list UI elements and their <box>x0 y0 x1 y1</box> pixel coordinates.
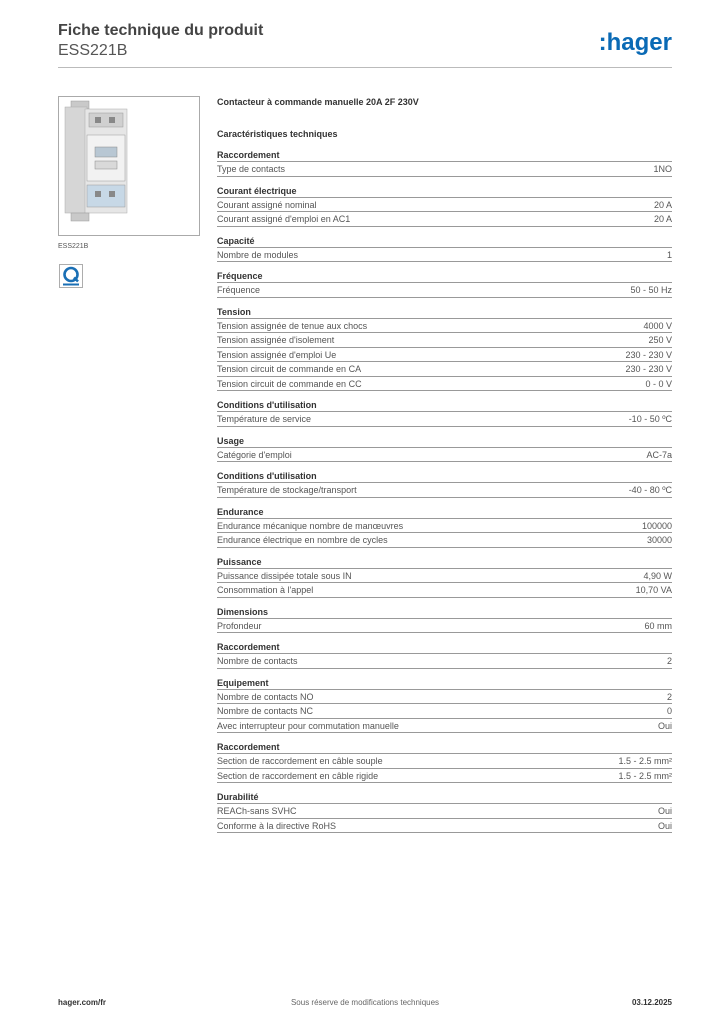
spec-group-title: Dimensions <box>217 605 672 619</box>
spec-label: Tension circuit de commande en CC <box>217 378 362 389</box>
spec-group <box>217 305 672 392</box>
spec-group <box>217 555 672 598</box>
product-image <box>58 96 200 236</box>
spec-group <box>217 640 672 669</box>
product-description: Contacteur à commande manuelle 20A 2F 230V <box>217 97 419 107</box>
spec-value: 1.5 - 2.5 mm² <box>618 770 672 781</box>
footer-website[interactable]: hager.com/fr <box>58 998 107 1007</box>
spec-label: Nombre de contacts NC <box>217 706 314 716</box>
spec-row <box>217 248 672 263</box>
spec-label: Température de stockage/transport <box>217 485 357 495</box>
contactor-illustration <box>59 97 199 235</box>
spec-label: Profondeur <box>217 620 262 631</box>
spec-label: Endurance électrique en nombre de cycles <box>217 535 388 545</box>
spec-value: 2 <box>666 691 672 702</box>
spec-label: Section de raccordement en câble rigide <box>217 770 379 781</box>
spec-group-title: Conditions d'utilisation <box>217 398 672 412</box>
spec-row <box>217 769 672 784</box>
spec-value: -10 - 50 ºC <box>628 414 672 424</box>
spec-group <box>217 740 672 783</box>
spec-group-title: Endurance <box>217 505 672 519</box>
spec-row <box>217 377 672 392</box>
spec-group <box>217 269 672 298</box>
spec-value: 50 - 50 Hz <box>630 285 672 295</box>
spec-value: 2 <box>666 656 672 666</box>
spec-label: Consommation à l'appel <box>217 585 314 595</box>
spec-label: Conforme à la directive RoHS <box>217 820 337 831</box>
spec-label: Section de raccordement en câble souple <box>217 756 383 766</box>
spec-value: 20 A <box>653 214 672 224</box>
spec-value: Oui <box>657 720 672 731</box>
spec-group <box>217 505 672 548</box>
svg-text::hager: :hager <box>598 29 672 56</box>
spec-label: REACh-sans SVHC <box>217 806 297 816</box>
spec-row <box>217 583 672 598</box>
spec-group-title: Tension <box>217 305 672 319</box>
spec-group-title: Usage <box>217 434 672 448</box>
spec-row <box>217 719 672 734</box>
footer-date: 03.12.2025 <box>631 998 672 1007</box>
spec-group <box>217 434 672 463</box>
spec-row <box>217 804 672 819</box>
spec-label: Endurance mécanique nombre de manœuvres <box>217 520 404 531</box>
footer-notice: Sous réserve de modifications techniques <box>290 998 440 1007</box>
spec-value: 230 - 230 V <box>625 349 672 360</box>
spec-group <box>217 469 672 498</box>
spec-group-title: Raccordement <box>217 640 672 654</box>
spec-value: -40 - 80 ºC <box>628 485 672 495</box>
spec-row <box>217 754 672 769</box>
spec-label: Température de service <box>217 414 312 424</box>
spec-row <box>217 162 672 177</box>
header-divider <box>58 67 672 68</box>
spec-value: 1 <box>666 249 672 260</box>
product-image-caption: ESS221B <box>58 243 89 250</box>
spec-value: 60 mm <box>644 620 672 631</box>
quality-badge-icon <box>59 264 83 288</box>
spec-value: 230 - 230 V <box>625 364 672 374</box>
spec-label: Tension assignée d'isolement <box>217 335 335 345</box>
spec-value: 0 - 0 V <box>645 378 672 389</box>
spec-heading: Caractéristiques techniques <box>217 129 338 139</box>
spec-group-title: Equipement <box>217 676 672 690</box>
spec-label: Tension assignée de tenue aux chocs <box>217 320 368 331</box>
spec-label: Catégorie d'emploi <box>217 449 292 460</box>
spec-label: Tension circuit de commande en CA <box>217 364 362 374</box>
spec-label: Nombre de modules <box>217 249 299 260</box>
spec-group <box>217 184 672 227</box>
spec-group-title: Raccordement <box>217 740 672 754</box>
spec-label: Tension assignée d'emploi Ue <box>217 349 337 360</box>
technical-specifications <box>217 95 672 840</box>
spec-value: 30000 <box>646 535 672 545</box>
spec-row <box>217 704 672 719</box>
spec-value: 1.5 - 2.5 mm² <box>618 756 672 766</box>
spec-value: 20 A <box>653 199 672 210</box>
spec-value: Oui <box>657 820 672 831</box>
spec-group <box>217 234 672 263</box>
spec-row <box>217 348 672 363</box>
spec-value: AC-7a <box>646 449 672 460</box>
spec-label: Courant assigné d'emploi en AC1 <box>217 214 351 224</box>
spec-row <box>217 212 672 227</box>
spec-value: 4,90 W <box>643 570 672 581</box>
spec-value: 0 <box>666 706 672 716</box>
spec-row <box>217 519 672 534</box>
spec-row <box>217 283 672 298</box>
spec-row <box>217 690 672 705</box>
spec-row <box>217 412 672 427</box>
spec-row <box>217 483 672 498</box>
spec-row <box>217 448 672 463</box>
spec-label: Avec interrupteur pour commutation manuelle <box>217 720 399 731</box>
spec-value: 100000 <box>641 520 672 531</box>
spec-group-title: Fréquence <box>217 269 672 283</box>
spec-row <box>217 333 672 348</box>
spec-value: 4000 V <box>643 320 672 331</box>
spec-label: Nombre de contacts NO <box>217 691 314 702</box>
spec-value: 10,70 VA <box>635 585 672 595</box>
spec-value: 1NO <box>653 164 672 174</box>
spec-group-title: Raccordement <box>217 148 672 162</box>
spec-value: Oui <box>657 806 672 816</box>
spec-group-title: Conditions d'utilisation <box>217 469 672 483</box>
spec-group <box>217 605 672 634</box>
spec-label: Puissance dissipée totale sous IN <box>217 570 352 581</box>
spec-value: 250 V <box>648 335 672 345</box>
spec-row <box>217 619 672 634</box>
spec-row <box>217 319 672 334</box>
spec-label: Courant assigné nominal <box>217 199 317 210</box>
spec-row <box>217 533 672 548</box>
document-title: Fiche technique du produit <box>58 22 264 39</box>
spec-group-title: Puissance <box>217 555 672 569</box>
product-reference: ESS221B <box>58 42 128 59</box>
spec-row <box>217 819 672 834</box>
spec-group-title: Courant électrique <box>217 184 672 198</box>
hager-logo <box>592 27 672 57</box>
spec-group <box>217 398 672 427</box>
spec-label: Fréquence <box>217 285 261 295</box>
spec-group <box>217 148 672 177</box>
spec-row <box>217 654 672 669</box>
spec-group-title: Capacité <box>217 234 672 248</box>
spec-row <box>217 198 672 213</box>
spec-label: Type de contacts <box>217 164 286 174</box>
spec-group <box>217 790 672 833</box>
page-header <box>58 20 672 60</box>
spec-groups <box>217 148 672 833</box>
spec-group-title: Durabilité <box>217 790 672 804</box>
spec-row <box>217 362 672 377</box>
spec-row <box>217 569 672 584</box>
spec-group <box>217 676 672 734</box>
spec-label: Nombre de contacts <box>217 656 298 666</box>
